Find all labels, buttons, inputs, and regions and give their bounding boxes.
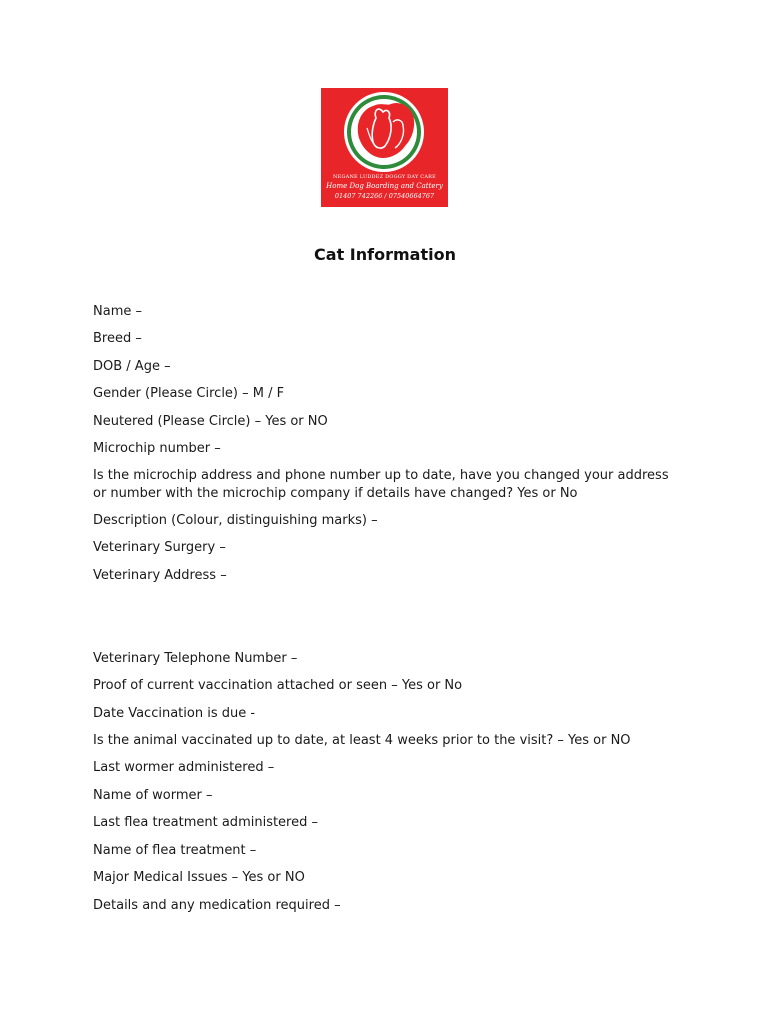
field-vaccination-proof: Proof of current vaccination attached or seen – Yes or No [93, 678, 463, 693]
field-last-wormer: Last wormer administered – [93, 760, 275, 775]
field-microchip-details-question: Is the microchip address and phone number up to date, have you changed your address or number with the microchip company if details have changed? Yes or No [93, 468, 669, 501]
logo-phone-numbers: 01407 742266 / 07540664767 [334, 192, 435, 200]
field-veterinary-surgery: Veterinary Surgery – [93, 540, 226, 555]
field-vaccination-up-to-date: Is the animal vaccinated up to date, at least 4 weeks prior to the visit? – Yes or NO [93, 733, 631, 748]
field-medication-details: Details and any medication required – [93, 898, 341, 913]
field-flea-treatment-name: Name of flea treatment – [93, 843, 257, 858]
field-dob-age: DOB / Age – [93, 359, 171, 374]
field-last-flea-treatment: Last flea treatment administered – [93, 815, 318, 830]
field-veterinary-telephone: Veterinary Telephone Number – [93, 651, 298, 666]
field-vaccination-due-date: Date Vaccination is due - [93, 706, 256, 721]
logo-tagline: Home Dog Boarding and Cattery [326, 182, 443, 190]
page-title: Cat Information [314, 245, 456, 264]
field-gender: Gender (Please Circle) – M / F [93, 386, 285, 401]
field-veterinary-address: Veterinary Address – [93, 568, 227, 583]
field-wormer-name: Name of wormer – [93, 788, 213, 803]
field-neutered: Neutered (Please Circle) – Yes or NO [93, 414, 328, 429]
field-microchip-number: Microchip number – [93, 441, 221, 456]
field-major-medical-issues: Major Medical Issues – Yes or NO [93, 870, 305, 885]
field-breed: Breed – [93, 331, 142, 346]
logo-business-name: NEGANE LUDDEZ DOGGY DAY CARE [333, 174, 436, 180]
field-description: Description (Colour, distinguishing marks) – [93, 513, 378, 528]
business-logo [321, 88, 448, 207]
field-name: Name – [93, 304, 142, 319]
